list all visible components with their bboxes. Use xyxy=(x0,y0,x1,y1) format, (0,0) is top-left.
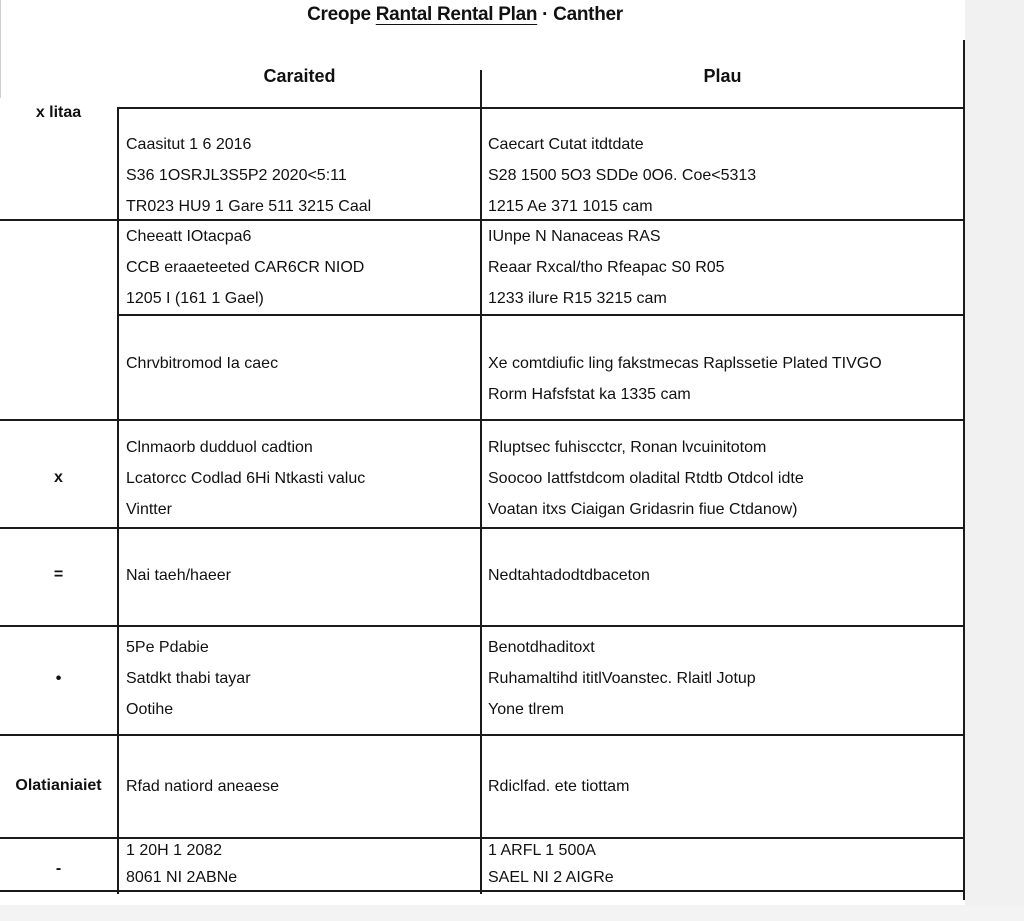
table-cell xyxy=(488,221,958,314)
cell-line: CCB eraaeteeted CAR6CR NIOD xyxy=(126,259,365,276)
table-rule xyxy=(0,419,965,421)
table-cell xyxy=(488,771,958,802)
table-rule xyxy=(0,625,965,627)
table-cell xyxy=(488,348,958,410)
cell-line: Ruhamaltihd ititlVoanstec. Rlaitl Jotup xyxy=(488,670,756,687)
page-edge-right xyxy=(965,0,1024,921)
cell-line: Vintter xyxy=(126,501,172,518)
table-cell xyxy=(488,432,958,525)
cell-line: Voatan itxs Ciaigan Gridasrin fiue Ctdanow) xyxy=(488,501,798,518)
cell-line: Caasitut 1 6 2016 xyxy=(126,136,252,153)
table-rule xyxy=(0,890,965,892)
cell-line: Lcatorcc Codlad 6Hi Ntkasti valuc xyxy=(126,470,366,487)
cell-line: Benotdhaditoxt xyxy=(488,639,595,656)
table-cell xyxy=(126,432,476,525)
page-edge-bottom xyxy=(0,905,1024,921)
row-label: - xyxy=(55,860,62,877)
table-cell xyxy=(488,560,958,591)
title-prefix: Creope xyxy=(307,4,371,25)
title-suffix: · Canther xyxy=(542,4,623,25)
table-rule xyxy=(117,314,965,316)
cell-line: 8061 NI 2ABNe xyxy=(126,869,238,886)
cell-line: Nai taeh/haeer xyxy=(126,567,231,584)
cell-line: IUnpe N Nanaceas RAS xyxy=(488,228,661,245)
column-header-plan: Plau xyxy=(703,66,742,86)
table-cell xyxy=(126,221,476,314)
cell-line: Cheeatt IOtacpa6 xyxy=(126,228,252,245)
table-cell xyxy=(488,632,958,725)
cell-line: Xe comtdiufic ling fakstmecas Raplssetie Plated TIVGO xyxy=(488,355,882,372)
row-label: Olatianiaiet xyxy=(15,777,102,794)
table-rule xyxy=(480,70,482,894)
cell-line: Caecart Cutat itdtdate xyxy=(488,136,644,153)
table-rule xyxy=(117,108,119,894)
cell-line: SAEL NI 2 AIGRe xyxy=(488,869,614,886)
table-rule xyxy=(117,107,965,109)
cell-line: Satdkt thabi tayar xyxy=(126,670,251,687)
title-main: Rantal Rental Plan xyxy=(375,4,538,25)
cell-line: 1205 I (161 1 Gael) xyxy=(126,290,264,307)
cell-line: TR023 HU9 1 Gare 511 3215 Caal xyxy=(126,198,372,215)
cell-line: 1 20H 1 2082 xyxy=(126,842,223,859)
table-cell xyxy=(126,836,476,890)
table-rule xyxy=(0,527,965,529)
table-rule xyxy=(963,40,965,900)
cell-line: S36 1OSRJL3S5P2 2020<5:11 xyxy=(126,167,347,184)
cell-line: 1233 ilure R15 3215 cam xyxy=(488,290,667,307)
table-cell xyxy=(126,348,476,379)
row-label: • xyxy=(55,670,62,687)
cell-line: 1215 Ae 371 1015 cam xyxy=(488,198,653,215)
cell-line: Rluptsec fuhiscctcr, Ronan lvcuinitotom xyxy=(488,439,767,456)
table-rule xyxy=(0,734,965,736)
cell-line: Rdiclfad. ete tiottam xyxy=(488,778,630,795)
cell-line: Clnmaorb dudduol cadtion xyxy=(126,439,313,456)
row-label: = xyxy=(53,566,64,583)
table-cell xyxy=(488,129,958,222)
page-title xyxy=(0,4,930,26)
cell-line: 5Pe Pdabie xyxy=(126,639,209,656)
cell-line: Reaar Rxcal/tho Rfeapac S0 R05 xyxy=(488,259,725,276)
table-rule xyxy=(0,0,1,98)
cell-line: Yone tlrem xyxy=(488,701,564,718)
cell-line: Soocoo Iattfstdcom oladital Rtdtb Otdcol idte xyxy=(488,470,804,487)
cell-line: S28 1500 5O3 SDDe 0O6. Coe<5313 xyxy=(488,167,757,184)
table-cell xyxy=(126,771,476,802)
table-cell xyxy=(126,129,476,222)
cell-line: Rfad natiord aneaese xyxy=(126,778,279,795)
row-label: x litaa xyxy=(35,104,82,121)
cell-line: 1 ARFL 1 500A xyxy=(488,842,596,859)
row-label: x xyxy=(54,469,63,486)
cell-line: Rorm Hafsfstat ka 1335 cam xyxy=(488,386,691,403)
table-cell xyxy=(126,560,476,591)
table-cell xyxy=(126,632,476,725)
cell-line: Chrvbitromod Ia caec xyxy=(126,355,279,372)
column-header-condition: Caraited xyxy=(263,66,336,86)
cell-line: Nedtahtadodtdbaceton xyxy=(488,567,650,584)
cell-line: Ootihe xyxy=(126,701,174,718)
table-cell xyxy=(488,836,958,890)
